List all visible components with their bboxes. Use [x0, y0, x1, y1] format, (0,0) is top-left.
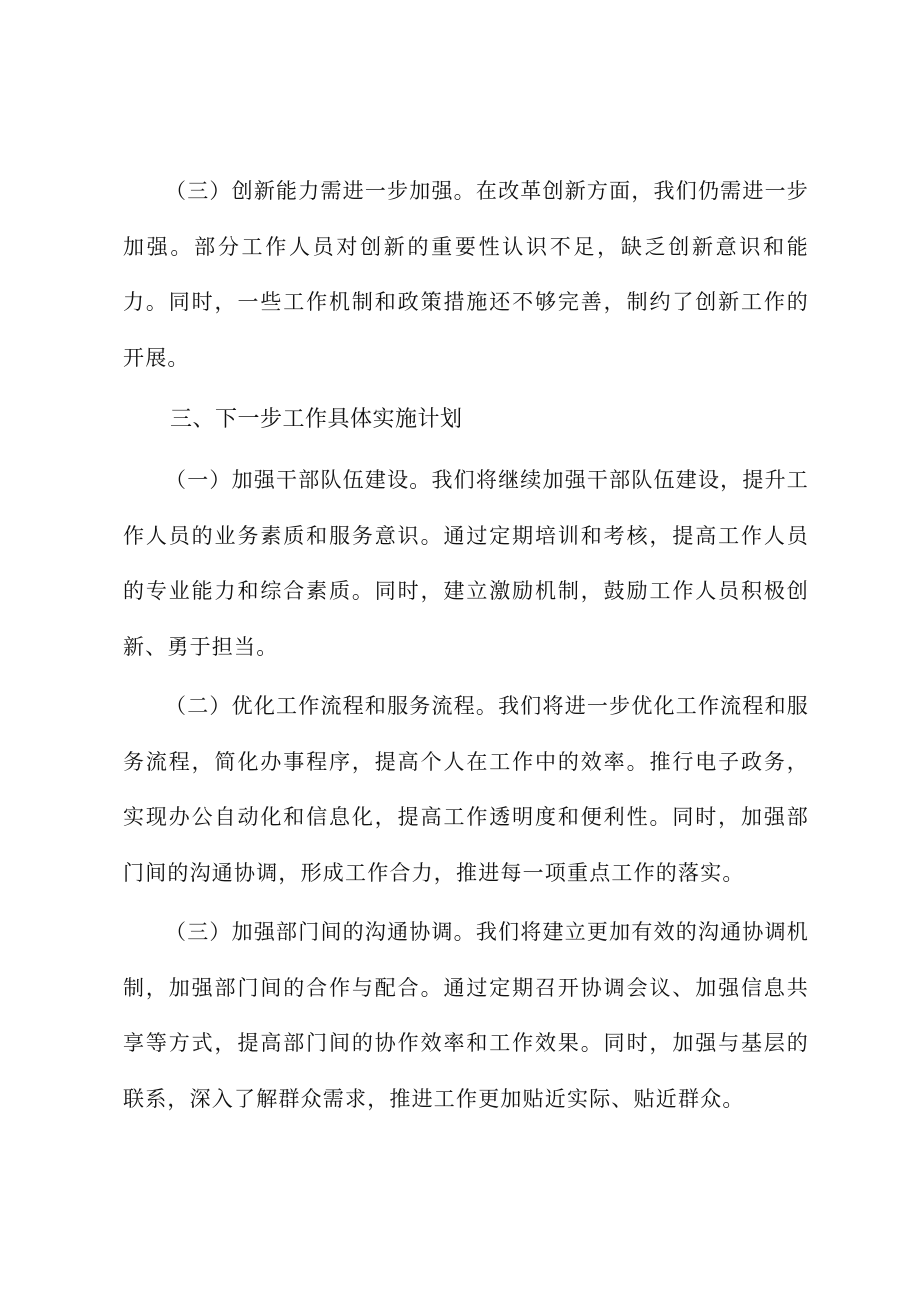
paragraph-innovation-capability: （三）创新能力需进一步加强。在改革创新方面，我们仍需进一步加强。部分工作人员对创新的重要性认识不足，缺乏创新意识和能力。同时，一些工作机制和政策措施还不够完善，制约了创新工作的开展。 [123, 179, 809, 370]
paragraph-department-coordination: （三）加强部门间的沟通协调。我们将建立更加有效的沟通协调机制，加强部门间的合作与配合。通过定期召开协调会议、加强信息共享等方式，提高部门间的协作效率和工作效果。同时，加强与基层的联系，深入了解群众需求，推进工作更加贴近实际、贴近群众。 [123, 920, 809, 1111]
paragraph-cadre-team: （一）加强干部队伍建设。我们将继续加强干部队伍建设，提升工作人员的业务素质和服务意识。通过定期培训和考核，提高工作人员的专业能力和综合素质。同时，建立激励机制，鼓励工作人员积极创新、勇于担当。 [123, 468, 809, 659]
paragraph-workflow-optimization: （二）优化工作流程和服务流程。我们将进一步优化工作流程和服务流程，简化办事程序，提高个人在工作中的效率。推行电子政务，实现办公自动化和信息化，提高工作透明度和便利性。同时，加强部门间的沟通协调，形成工作合力，推进每一项重点工作的落实。 [123, 694, 809, 885]
section-heading: 三、下一步工作具体实施计划 [170, 407, 463, 432]
